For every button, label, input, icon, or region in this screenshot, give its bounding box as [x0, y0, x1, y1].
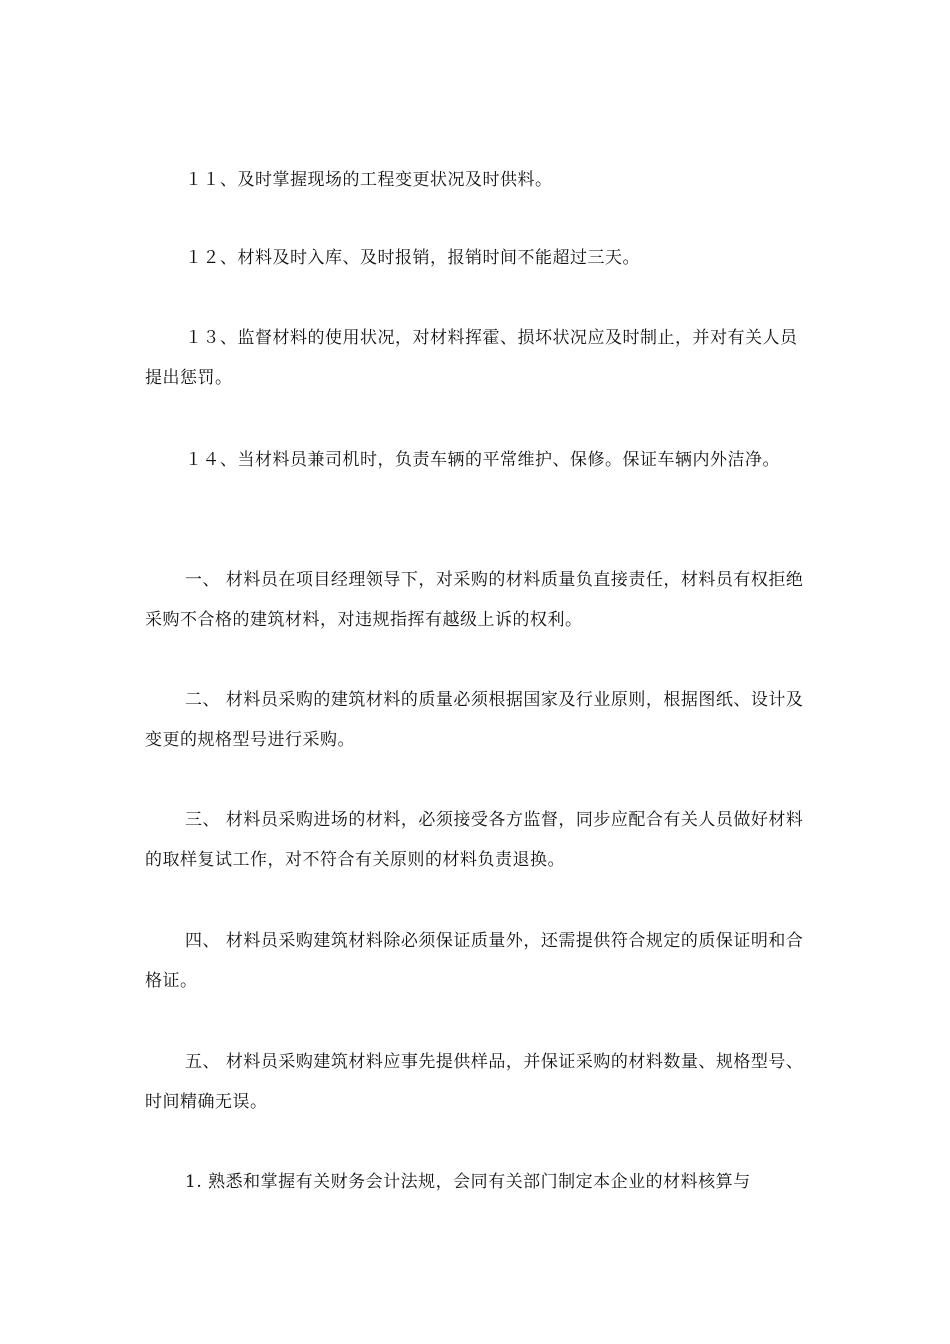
paragraph-item-12 [145, 238, 807, 278]
paragraph-quality-4 [145, 921, 807, 1001]
paragraph-text: 二、 材料员采购的建筑材料的质量必须根据国家及行业原则，根据图纸、设计及变更的规格型号进行采购。 [145, 690, 804, 750]
paragraph-text: １４、当材料员兼司机时，负责车辆的平常维护、保修。保证车辆内外洁净。 [185, 450, 780, 470]
paragraph-quality-3 [145, 800, 807, 880]
paragraph-text: １２、材料及时入库、及时报销，报销时间不能超过三天。 [185, 248, 640, 268]
paragraph-quality-2 [145, 680, 807, 760]
paragraph-text: 1. 熟悉和掌握有关财务会计法规，会同有关部门制定本企业的材料核算与 [185, 1172, 751, 1192]
paragraph-finance-1 [145, 1162, 807, 1202]
paragraph-text: 三、 材料员采购进场的材料，必须接受各方监督，同步应配合有关人员做好材料的取样复试工作，对不符合有关原则的材料负责退换。 [145, 810, 804, 870]
paragraph-text: １１、及时掌握现场的工程变更状况及时供料。 [185, 170, 553, 190]
paragraph-text: 一、 材料员在项目经理领导下，对采购的材料质量负直接责任，材料员有权拒绝采购不合格的建筑材料，对违规指挥有越级上诉的权利。 [145, 570, 804, 630]
paragraph-quality-5 [145, 1042, 807, 1122]
paragraph-item-14 [145, 440, 807, 480]
paragraph-text: 五、 材料员采购建筑材料应事先提供样品，并保证采购的材料数量、规格型号、时间精确无误。 [145, 1052, 804, 1112]
paragraph-item-13 [145, 318, 807, 398]
paragraph-quality-1 [145, 560, 807, 640]
paragraph-text: １３、监督材料的使用状况，对材料挥霍、损坏状况应及时制止，并对有关人员提出惩罚。 [145, 328, 798, 388]
paragraph-text: 四、 材料员采购建筑材料除必须保证质量外，还需提供符合规定的质保证明和合格证。 [145, 931, 804, 991]
paragraph-item-11 [145, 160, 807, 200]
